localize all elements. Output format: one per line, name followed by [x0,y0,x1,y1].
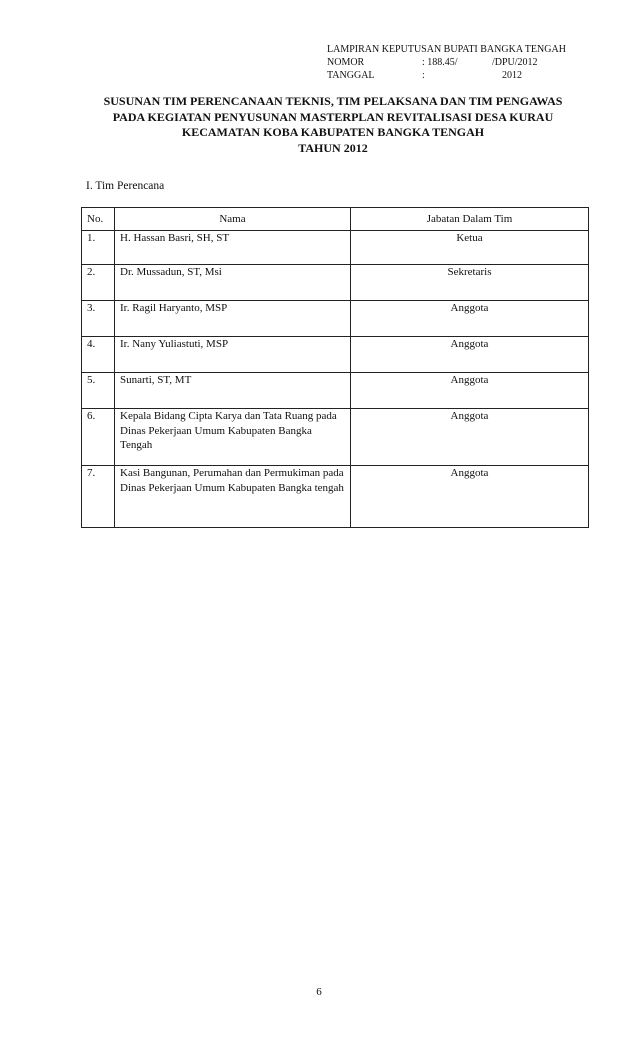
row-no: 2. [82,265,115,301]
row-jabatan: Anggota [351,409,589,466]
row-jabatan: Sekretaris [351,265,589,301]
row-jabatan: Anggota [351,337,589,373]
row-nama: Ir. Nany Yuliastuti, MSP [115,337,351,373]
nomor-value-suffix: /DPU/2012 [492,57,538,68]
row-nama: H. Hassan Basri, SH, ST [115,231,351,265]
row-no: 6. [82,409,115,466]
row-nama: Sunarti, ST, MT [115,373,351,409]
row-nama: Dr. Mussadun, ST, Msi [115,265,351,301]
header-jabatan: Jabatan Dalam Tim [351,208,589,231]
title-line-2: PADA KEGIATAN PENYUSUNAN MASTERPLAN REVITALISASI DESA KURAU [112,109,554,124]
nomor-row [327,56,566,69]
row-no: 5. [82,373,115,409]
header-nama: Nama [115,208,351,231]
table-row [82,466,589,528]
tanggal-year: 2012 [502,70,522,81]
row-nama: Kepala Bidang Cipta Karya dan Tata Ruang pada Dinas Pekerjaan Umum Kabupaten Bangka Tengah [115,409,351,466]
nomor-label: NOMOR [327,57,365,68]
row-nama: Ir. Ragil Haryanto, MSP [115,301,351,337]
row-nama: Kasi Bangunan, Perumahan dan Permukiman pada Dinas Pekerjaan Umum Kabupaten Bangka tengah [115,466,351,528]
tanggal-value: : [422,70,425,81]
table-row [82,409,589,466]
row-no: 7. [82,466,115,528]
row-no: 1. [82,231,115,265]
team-table [81,207,589,528]
tanggal-label: TANGGAL [327,70,375,81]
row-jabatan: Anggota [351,373,589,409]
table-row [82,265,589,301]
title-line-1: SUSUNAN TIM PERENCANAAN TEKNIS, TIM PELAKSANA DAN TIM PENGAWAS [103,94,563,108]
page-number: 6 [316,986,322,998]
row-no: 4. [82,337,115,373]
section-heading: I. Tim Perencana [86,180,165,192]
table-row [82,373,589,409]
document-title [70,94,596,156]
table-row [82,231,589,265]
table-row [82,301,589,337]
title-line-4: TAHUN 2012 [298,140,368,155]
row-jabatan: Anggota [351,466,589,528]
row-jabatan: Anggota [351,301,589,337]
row-jabatan: Ketua [351,231,589,265]
lampiran-title: LAMPIRAN KEPUTUSAN BUPATI BANGKA TENGAH [327,44,566,55]
row-no: 3. [82,301,115,337]
title-line-3: KECAMATAN KOBA KABUPATEN BANGKA TENGAH [181,125,485,139]
table-row [82,337,589,373]
tanggal-row [327,69,566,82]
lampiran-header [327,43,566,82]
table-header-row [82,208,589,231]
header-no: No. [82,208,115,231]
nomor-value: : 188.45/ [422,57,458,68]
